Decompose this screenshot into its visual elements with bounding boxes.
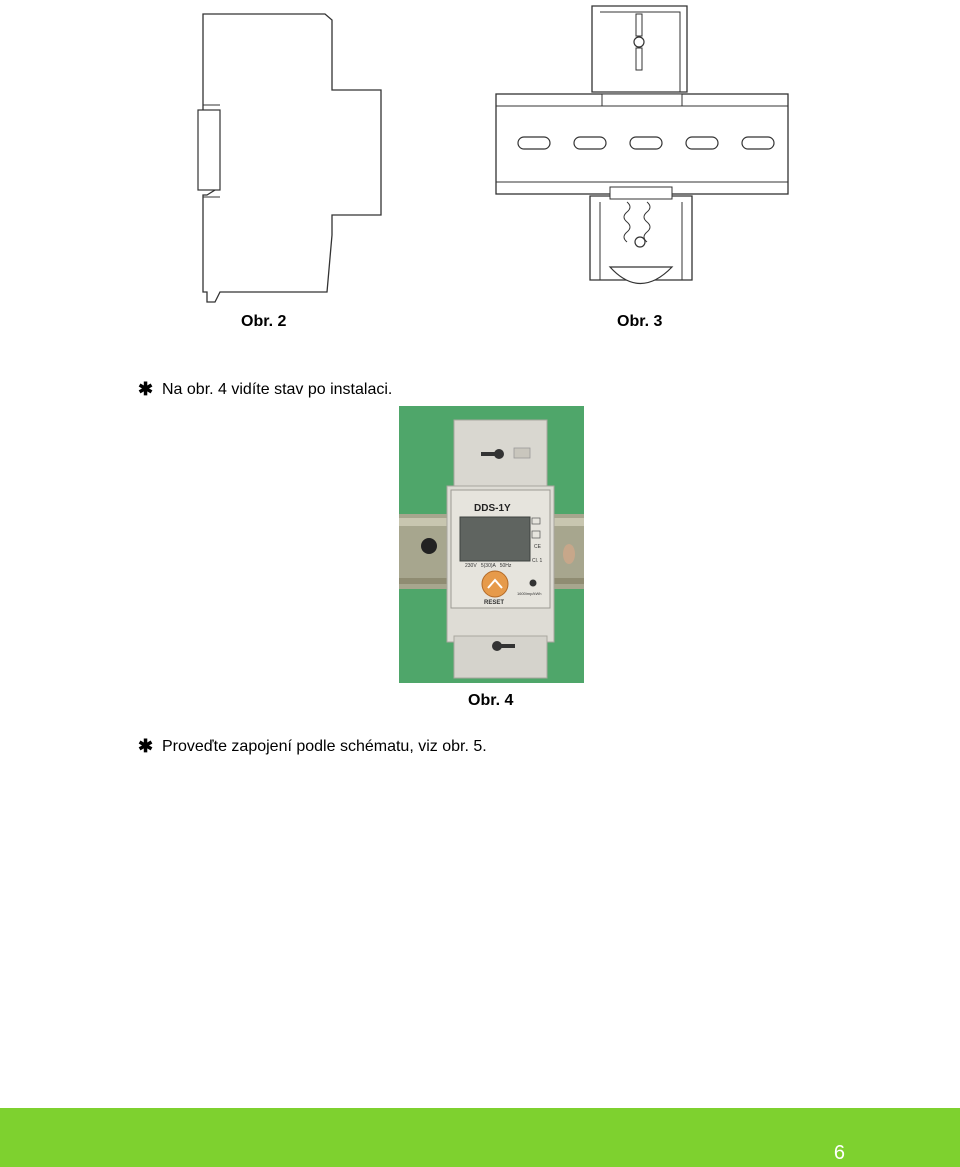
step-2-text: Proveďte zapojení podle schématu, viz obr. 5. <box>162 737 487 755</box>
figure-4-caption: Obr. 4 <box>468 692 514 709</box>
figure-3-drawing <box>492 2 792 297</box>
asterisk-bullet-icon: ✱ <box>138 736 154 756</box>
asterisk-bullet-icon: ✱ <box>138 379 154 399</box>
step-2 <box>138 736 487 757</box>
meter-model-label: DDS-1Y <box>474 503 511 514</box>
footer-bar <box>0 1108 960 1167</box>
meter-reset-label: RESET <box>484 600 505 606</box>
step-1 <box>138 379 392 400</box>
figure-2-caption: Obr. 2 <box>241 313 287 330</box>
meter-ce-mark: CE <box>534 544 541 550</box>
meter-spec-label: 230V 5(30)A 50Hz <box>465 563 512 569</box>
step-1-text: Na obr. 4 vidíte stav po instalaci. <box>162 380 393 398</box>
figure-4-photo <box>399 406 584 683</box>
page-number: 6 <box>833 1142 845 1164</box>
meter-impulse-label: 1600imp/kWh <box>517 591 542 596</box>
figure-3-caption: Obr. 3 <box>617 313 663 330</box>
meter-class-label: Cl. 1 <box>532 558 543 564</box>
figure-2-drawing <box>195 10 390 305</box>
